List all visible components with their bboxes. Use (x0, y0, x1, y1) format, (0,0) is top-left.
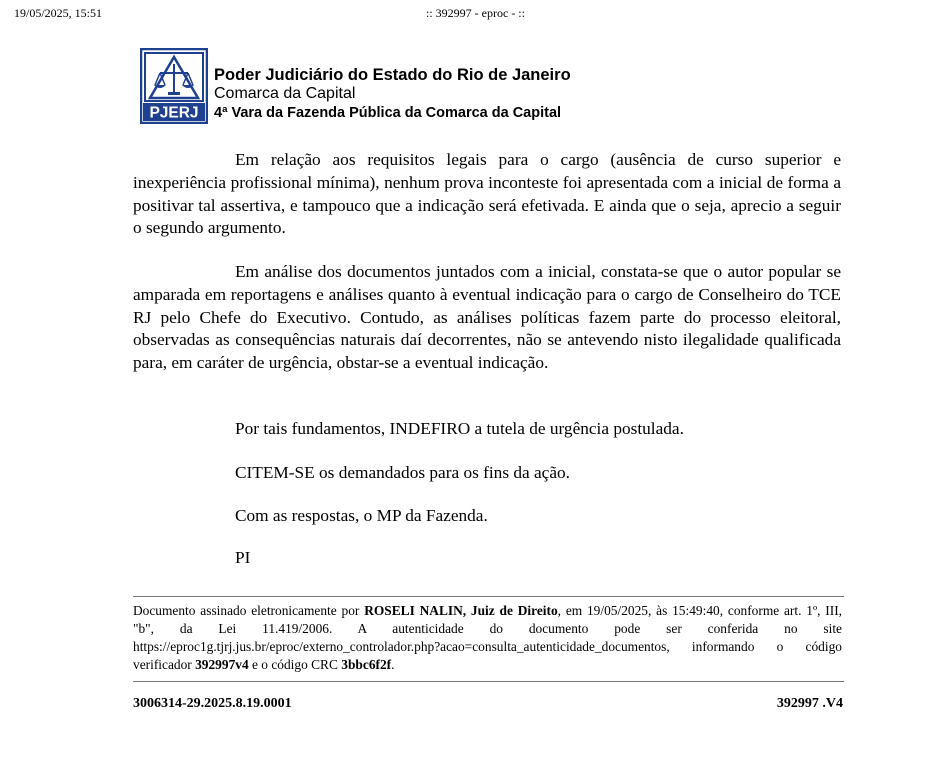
process-number: 3006314-29.2025.8.19.0001 (133, 696, 292, 711)
letterhead-text (214, 66, 571, 123)
crc-code: 3bbc6f2f (341, 657, 392, 672)
paragraph-2-block (133, 261, 841, 375)
citation-line: CITEM-SE os demandados para os fins da ação. (235, 463, 570, 482)
signer-name: ROSELI NALIN, Juiz de Direito (364, 603, 558, 618)
court-name: Poder Judiciário do Estado do Rio de Janeiro (214, 66, 571, 84)
signature-text-2: e o código CRC (248, 657, 342, 672)
print-header (0, 6, 951, 22)
letterhead (140, 48, 700, 124)
document-version: 392997 .V4 (776, 696, 843, 711)
signature-block (133, 602, 842, 674)
print-datetime: 19/05/2025, 15:51 (14, 6, 103, 20)
vara-name: 4ª Vara da Fazenda Pública da Comarca da Capital (214, 105, 562, 121)
paragraph-2: Em análise dos documentos juntados com a inicial, constata-se que o autor popular se amparada em reportagens e análises quanto à eventual indicação para o cargo de Conselheiro do TCE RJ pelo Chefe do Executivo. Contudo, as análises políticas fazem parte do processo eleitoral, observadas as consequências naturais daí decorrentes, não se antevendo nisto ilegalidade qualificada para, em caráter de urgência, obstar-se a eventual indicação. (133, 262, 841, 373)
verifier-code: 392997v4 (195, 657, 249, 672)
print-title: :: 392997 - eproc - :: (426, 6, 525, 20)
logo-text: PJERJ (149, 104, 199, 122)
signature-bottom-divider (133, 681, 844, 682)
pjerj-logo (140, 48, 208, 124)
mp-line: Com as respostas, o MP da Fazenda. (235, 506, 488, 525)
signature-suffix: . (391, 657, 395, 672)
signature-top-divider (133, 596, 844, 597)
signature-prefix: Documento assinado eletronicamente por (133, 603, 365, 618)
pi-line: PI (235, 548, 251, 567)
comarca-name: Comarca da Capital (214, 85, 356, 102)
paragraph-1: Em relação aos requisitos legais para o cargo (ausência de curso superior e inexperiência profissional mínima), nenhum prova inconteste foi apresentada com a inicial de forma a positivar tal assertiva, e tampouco que a indicação será efetivada. E ainda que o seja, aprecio a seguir o segundo argumento. (133, 150, 841, 238)
decision-line: Por tais fundamentos, INDEFIRO a tutela de urgência postulada. (235, 419, 684, 438)
signature-text: , em 19/05/2025, às 15:49:40, conforme art. 1º, III, "b", da Lei 11.419/2006. A autenticidade do documento pode ser conferida no site https://eproc1g.tjrj.jus.br/eproc/externo_controlador.php?acao=consulta_autenticidade_documentos, informando o código verificador (133, 603, 843, 672)
paragraph-1-block (133, 149, 841, 240)
